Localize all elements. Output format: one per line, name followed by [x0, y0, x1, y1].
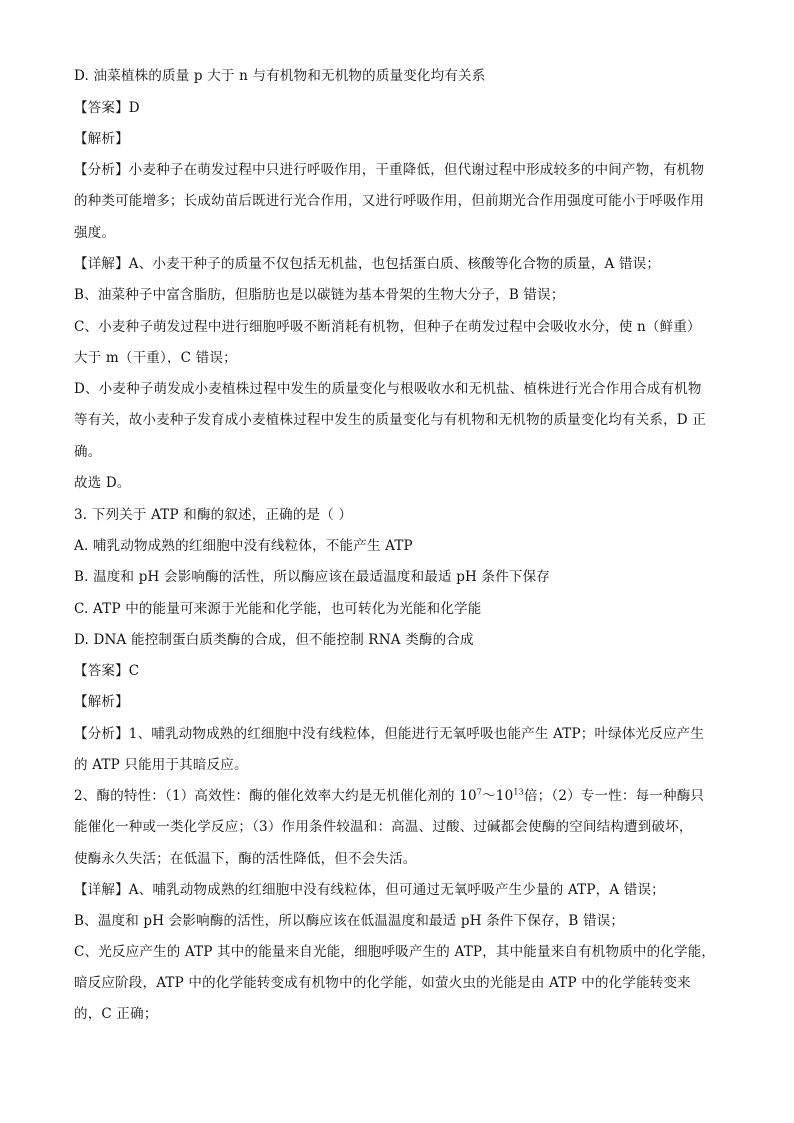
text-line: 【解析】 [74, 131, 129, 147]
text-line: 【详解】A、哺乳动物成熟的红细胞中没有线粒体，但可通过无氧呼吸产生少量的 ATP，A 错误； [74, 882, 665, 898]
text-line: B、油菜种子中富含脂肪，但脂肪也是以碳链为基本骨架的生物大分子，B 错误； [74, 287, 565, 303]
text-line: D. DNA 能控制蛋白质类酶的合成，但不能控制 RNA 类酶的合成 [74, 632, 474, 648]
enzyme-line-suffix: 倍；（2）专一性：每一种酶只 [523, 788, 705, 804]
text-line: 等有关，故小麦种子发育成小麦植株过程中发生的质量变化与有机物和无机物的质量变化均有关系，D 正 [74, 412, 707, 428]
enzyme-line-exp1: 7 [476, 787, 483, 797]
text-line: 【分析】1、哺乳动物成熟的红细胞中没有线粒体，但能进行无氧呼吸也能产生 ATP；叶绿体光反应产生 [74, 726, 705, 742]
text-line: B、温度和 pH 会影响酶的活性，所以酶应该在低温温度和最适 pH 条件下保存，B 错误； [74, 913, 625, 929]
text-line: 确。 [74, 444, 102, 460]
text-line: 的，C 正确； [74, 1006, 158, 1022]
text-line: 【分析】小麦种子在萌发过程中只进行呼吸作用，干重降低，但代谢过程中形成较多的中间产物，有机物 [74, 162, 705, 178]
enzyme-line-mid: ～10 [482, 788, 514, 804]
text-line: 【详解】A、小麦干种子的质量不仅包括无机盐，也包括蛋白质、核酸等化合物的质量，A 错误； [74, 256, 661, 272]
text-line: 能催化一种或一类化学反应；（3）作用条件较温和：高温、过酸、过碱都会使酶的空间结构遭到破坏， [74, 819, 693, 835]
text-line: A. 哺乳动物成熟的红细胞中没有线粒体，不能产生 ATP [74, 538, 413, 554]
text-line: 强度。 [74, 225, 116, 241]
text-line: 故选 D。 [74, 475, 131, 491]
text-line: 3. 下列关于 ATP 和酶的叙述，正确的是（ ） [74, 507, 353, 523]
text-line: C、小麦种子萌发过程中进行细胞呼吸不断消耗有机物，但种子在萌发过程中会吸收水分，使 n（鲜重） [74, 319, 701, 335]
enzyme-line-prefix: 2、酶的特性：（1）高效性：酶的催化效率大约是无机催化剂的 10 [74, 788, 477, 804]
text-line: B. 温度和 pH 会影响酶的活性，所以酶应该在最适温度和最适 pH 条件下保存 [74, 569, 550, 585]
text-line: 的种类可能增多；长成幼苗后既进行光合作用，又进行呼吸作用，但前期光合作用强度可能小于呼吸作用 [74, 193, 705, 209]
text-line: 暗反应阶段，ATP 中的化学能转变成有机物中的化学能，如萤火虫的光能是由 ATP 中的化学能转变来 [74, 975, 691, 991]
text-line: 【答案】C [74, 663, 140, 679]
text-line [74, 786, 724, 806]
text-line: 【答案】D [74, 100, 140, 116]
text-line: 的 ATP 只能用于其暗反应。 [74, 757, 248, 773]
text-line: 使酶永久失活；在低温下，酶的活性降低，但不会失活。 [74, 851, 417, 867]
text-line: 大于 m（干重），C 错误； [74, 350, 237, 366]
enzyme-line-exp2: 13 [513, 787, 524, 797]
text-line: D、小麦种子萌发成小麦植株过程中发生的质量变化与根吸收水和无机盐、植株进行光合作用合成有机物 [74, 381, 702, 397]
text-line: D. 油菜植株的质量 p 大于 n 与有机物和无机物的质量变化均有关系 [74, 68, 486, 84]
text-line: C、光反应产生的 ATP 其中的能量来自光能，细胞呼吸产生的 ATP，其中能量来自有机物质中的化学能， [74, 944, 716, 960]
text-line: C. ATP 中的能量可来源于光能和化学能，也可转化为光能和化学能 [74, 601, 482, 617]
text-line: 【解析】 [74, 694, 129, 710]
